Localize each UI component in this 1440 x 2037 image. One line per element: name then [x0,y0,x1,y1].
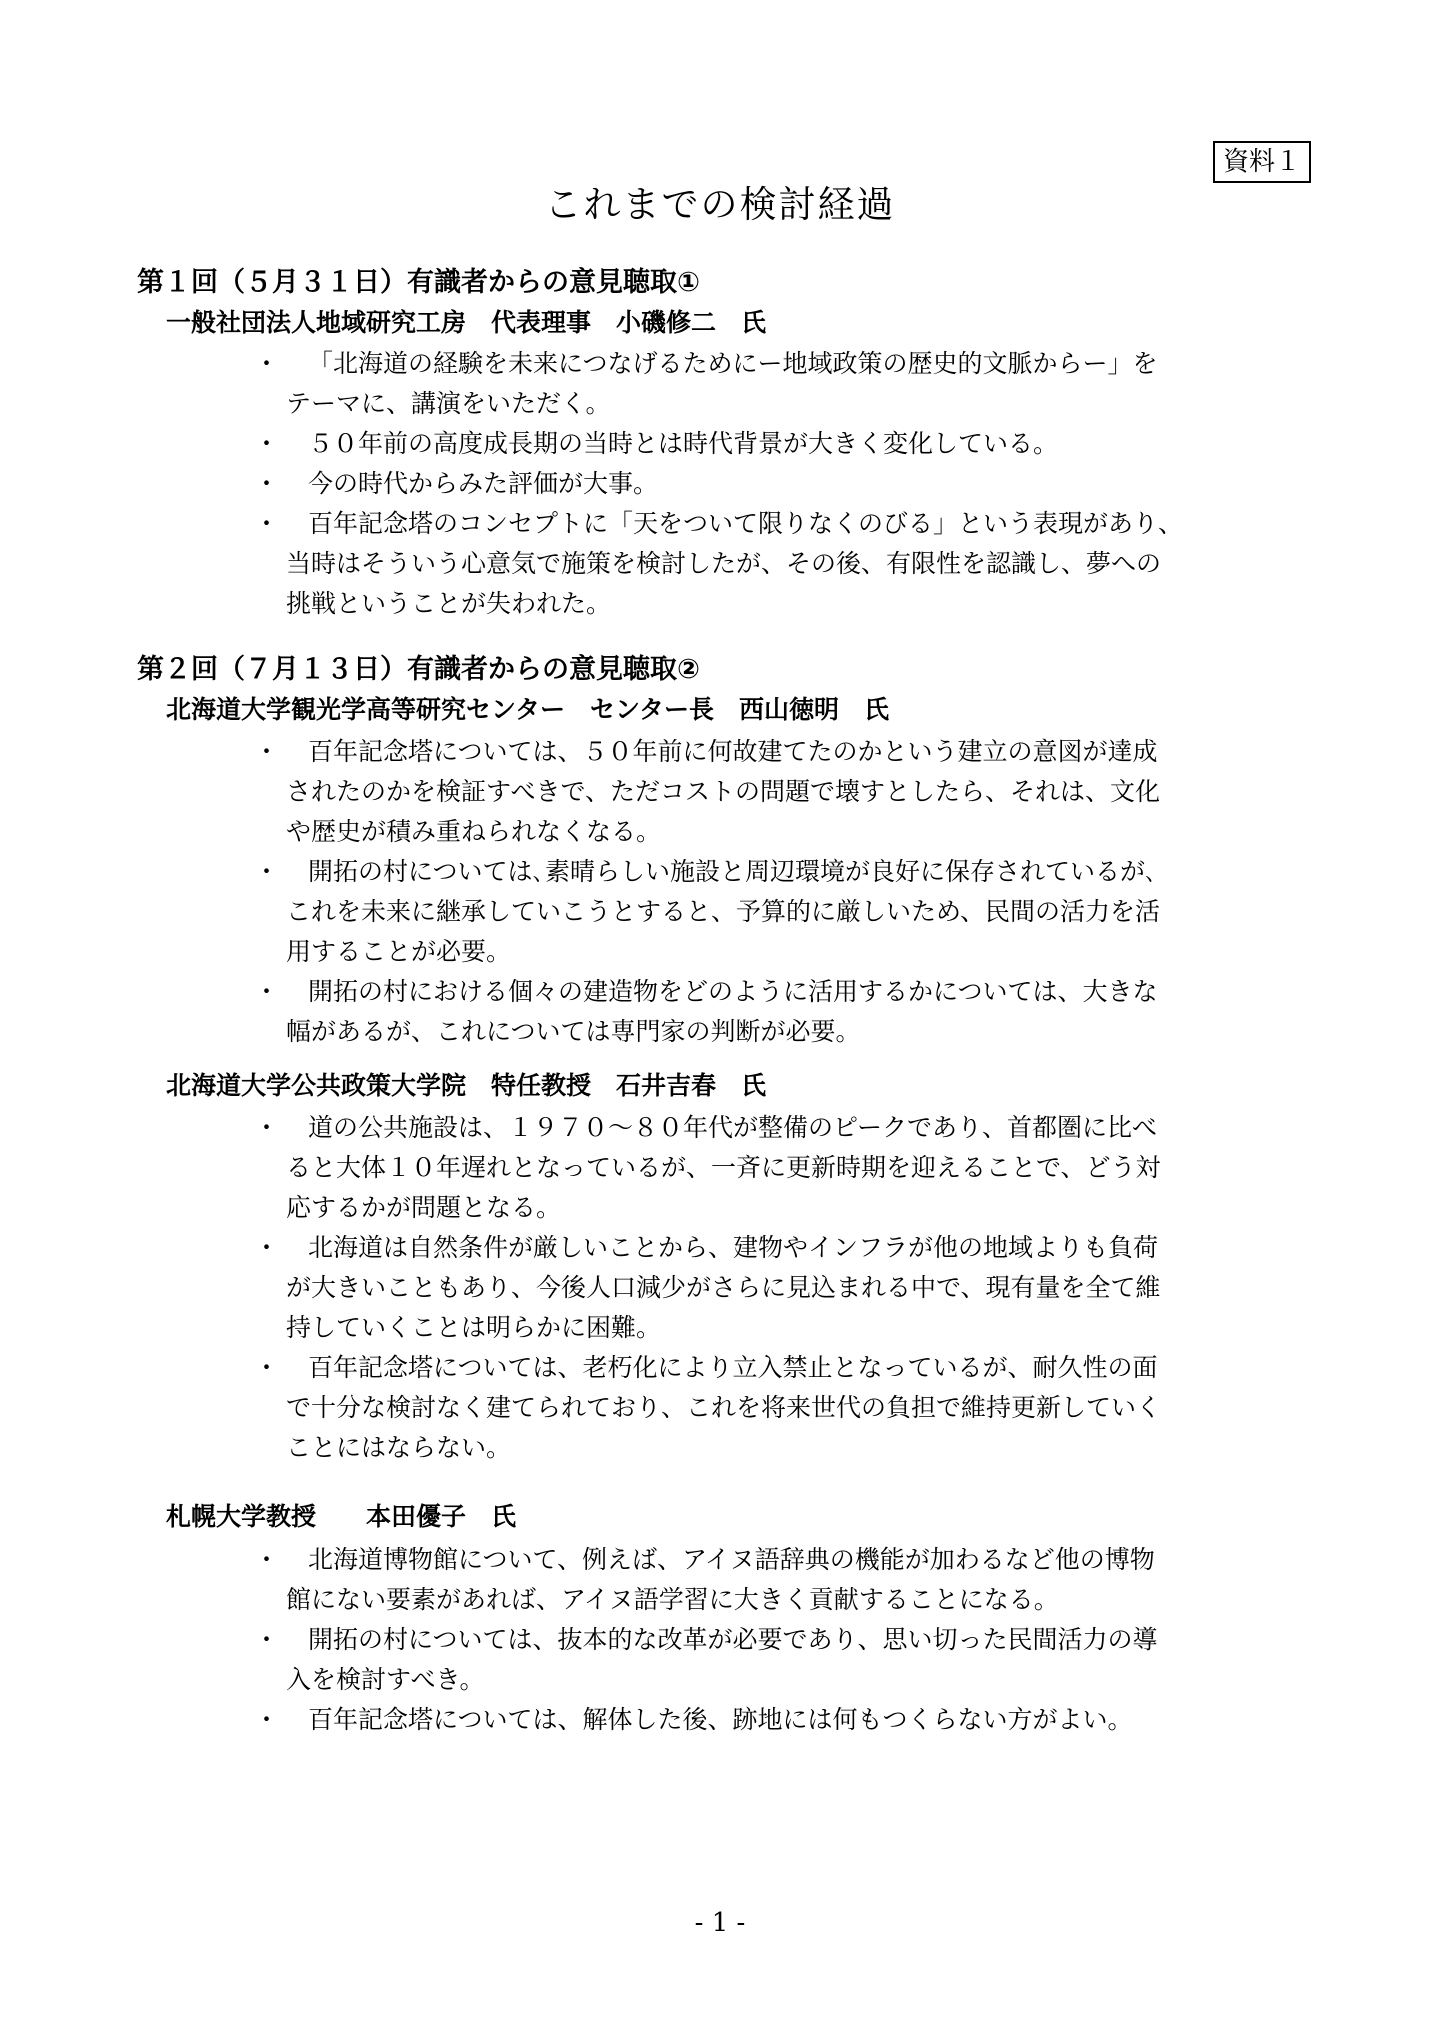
bullet-mark: ・ [254,1233,280,1262]
list-item: ・ 百年記念塔については、解体した後、跡地には何もつくらない方がよい。 [262,1700,1312,1740]
list-item: ・ 開拓の村については､素晴らしい施設と周辺環境が良好に保存されているが､ これを未来に継承していこうとすると、予算的に厳しいため、民間の活力を活 用することが必要。 [262,852,1312,972]
list-item: ・ 百年記念塔については、老朽化により立入禁止となっているが、耐久性の面 で十分な検討なく建てられており、これを将来世代の負担で維持更新していく ことにはならない。 [262,1348,1312,1468]
bullet-mark: ・ [254,509,280,538]
bullet-list-ishii [254,1108,1312,1468]
bullet-list-koiso [254,344,1312,624]
bullet-list-honda [254,1540,1312,1740]
list-item: ・ 今の時代からみた評価が大事。 [262,464,1312,504]
speaker-nishiyama: 北海道大学観光学高等研究センター センター長 西山徳明 氏 [166,695,890,724]
bullet-mark: ・ [254,469,280,498]
document-tag: 資料１ [1213,141,1311,183]
bullet-mark: ・ [254,1705,280,1734]
bullet-list-nishiyama [254,732,1312,1052]
page-title: これまでの検討経過 [544,183,896,226]
page-number: - 1 - [694,1908,746,1938]
section-heading-1: 第１回（５月３１日）有識者からの意見聴取① [137,267,700,298]
bullet-mark: ・ [254,1113,280,1142]
bullet-mark: ・ [254,349,280,378]
speaker-ishii: 北海道大学公共政策大学院 特任教授 石井吉春 氏 [166,1071,767,1100]
bullet-mark: ・ [254,1545,280,1574]
list-item: ・ 北海道は自然条件が厳しいことから、建物やインフラが他の地域よりも負荷 が大きいこともあり、今後人口減少がさらに見込まれる中で、現有量を全て維 持していくことは明らかに困難。 [262,1228,1312,1348]
bullet-mark: ・ [254,1625,280,1654]
speaker-honda: 札幌大学教授 本田優子 氏 [166,1502,517,1531]
section-heading-2: 第２回（７月１３日）有識者からの意見聴取② [137,654,700,685]
bullet-mark: ・ [254,429,280,458]
list-item: ・ ５０年前の高度成長期の当時とは時代背景が大きく変化している。 [262,424,1312,464]
list-item: ・ 開拓の村については、抜本的な改革が必要であり、思い切った民間活力の導 入を検討すべき。 [262,1620,1312,1700]
list-item: ・ 開拓の村における個々の建造物をどのように活用するかについては、大きな 幅があるが、これについては専門家の判断が必要。 [262,972,1312,1052]
list-item: ・ 百年記念塔については、５０年前に何故建てたのかという建立の意図が達成 されたのかを検証すべきで、ただコストの問題で壊すとしたら、それは、文化 や歴史が積み重ねられなくなる。 [262,732,1312,852]
list-item: ・ 道の公共施設は、１９７０～８０年代が整備のピークであり、首都圏に比べ ると大体１０年遅れとなっているが、一斉に更新時期を迎えることで、どう対 応するかが問題となる。 [262,1108,1312,1228]
bullet-mark: ・ [254,977,280,1006]
list-item: ・ 北海道博物館について、例えば、アイヌ語辞典の機能が加わるなど他の博物 館にない要素があれば、アイヌ語学習に大きく貢献することになる。 [262,1540,1312,1620]
speaker-koiso: 一般社団法人地域研究工房 代表理事 小磯修二 氏 [166,308,767,337]
bullet-mark: ・ [254,737,280,766]
list-item: ・ 百年記念塔のコンセプトに「天をついて限りなくのびる」という表現があり、 当時はそういう心意気で施策を検討したが、その後、有限性を認識し、夢への 挑戦ということが失われた。 [262,504,1312,624]
bullet-mark: ・ [254,857,280,886]
list-item: ・ 「北海道の経験を未来につなげるためにー地域政策の歴史的文脈からー」を テーマに、講演をいただく。 [262,344,1312,424]
bullet-mark: ・ [254,1353,280,1382]
